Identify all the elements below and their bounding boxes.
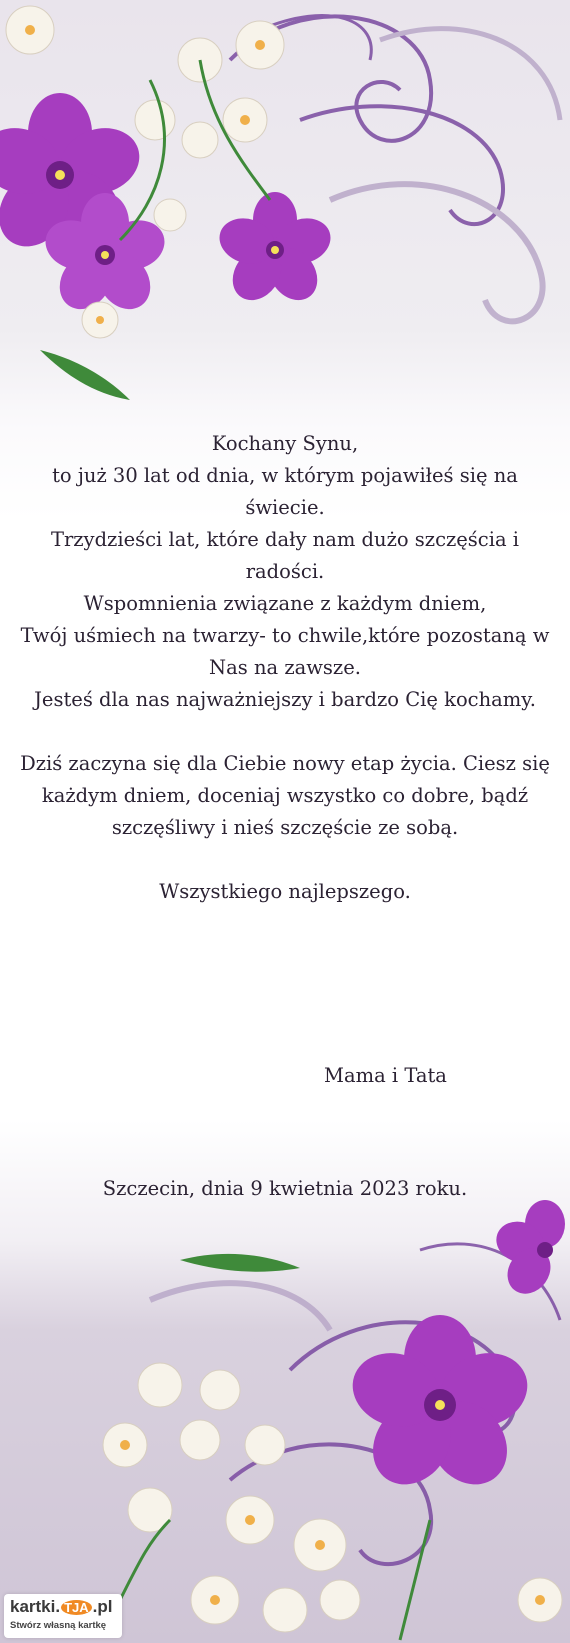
wishes: Wszystkiego najlepszego. [159,880,411,903]
salutation: Kochany Synu, [211,432,359,455]
logo-tagline: Stwórz własną kartkę [10,1620,107,1631]
place-and-date: Szczecin, dnia 9 kwietnia 2023 roku. [102,1177,468,1200]
spacer [20,844,550,876]
message-line: Twój uśmiech na twarzy- to chwile,które pozostaną w Nas na zawsze. [20,624,550,679]
bottom-leaf [180,1254,300,1272]
message-line: to już 30 lat od dnia, w którym pojawiłeś się na świecie. [52,464,518,519]
greeting-message [20,428,550,908]
top-flowers [0,6,336,400]
top-leaf [40,350,130,400]
message-line: Jesteś dla nas najważniejszy i bardzo Cię kochamy. [34,688,536,711]
logo-badge: TJA [61,1600,92,1615]
spacer [20,716,550,748]
bottom-flowers [103,1200,565,1640]
message-paragraph: Dziś zaczyna się dla Ciebie nowy etap życia. Ciesz się każdym dniem, doceniaj wszystko co dobre, bądź szczęśliwy i nieś szczęście ze sobą. [20,752,550,839]
message-line: Trzydzieści lat, które dały nam dużo szczęścia i radości. [50,528,520,583]
site-logo[interactable] [4,1594,122,1638]
message-line: Wspomnienia związane z każdym dniem, [83,592,487,615]
logo-brand: kartki. TJA .pl [10,1597,113,1616]
signature: Mama i Tata [324,1064,447,1087]
